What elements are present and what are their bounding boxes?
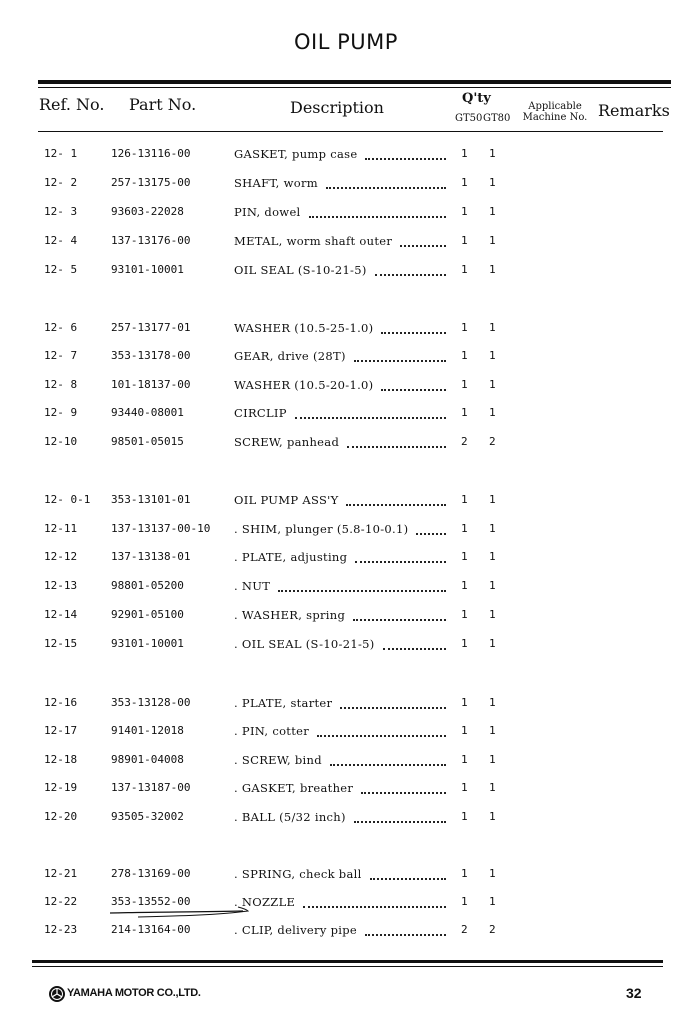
part-no-cell: 137-13187-00	[111, 781, 191, 794]
dot-leader	[353, 605, 446, 621]
description-cell: . BALL (5/32 inch)	[234, 810, 346, 824]
part-no-cell: 126-13116-00	[111, 147, 191, 160]
table-row	[0, 637, 692, 651]
dot-leader	[346, 490, 446, 506]
header-description: Description	[290, 98, 384, 117]
header-underline	[38, 131, 663, 132]
qty-gt50-cell: 1	[461, 263, 468, 276]
qty-gt80-cell: 1	[489, 895, 496, 908]
part-no-cell: 98801-05200	[111, 579, 184, 592]
part-no-cell: 278-13169-00	[111, 867, 191, 880]
dot-leader	[326, 173, 446, 189]
description-cell: . PLATE, adjusting	[234, 550, 348, 564]
ref-no-cell: 12- 8	[44, 378, 78, 391]
description-cell: GEAR, drive (28T)	[234, 349, 346, 363]
table-row	[0, 406, 692, 420]
description-cell: . WASHER, spring	[234, 608, 346, 622]
part-no-cell: 137-13176-00	[111, 234, 191, 247]
description-cell: PIN, dowel	[234, 205, 301, 219]
qty-gt80-cell: 1	[489, 493, 496, 506]
description-cell: . SCREW, bind	[234, 753, 322, 767]
description-cell: WASHER (10.5-20-1.0)	[234, 378, 374, 392]
ref-no-cell: 12-11	[44, 522, 78, 535]
dot-leader	[278, 576, 446, 592]
table-row	[0, 867, 692, 881]
dot-leader	[383, 634, 446, 650]
qty-gt50-cell: 1	[461, 234, 468, 247]
part-no-cell: 137-13137-00-10	[111, 522, 211, 535]
ref-no-cell: 12-15	[44, 637, 78, 650]
qty-gt80-cell: 2	[489, 923, 496, 936]
dot-leader	[330, 750, 446, 766]
description-cell: . CLIP, delivery pipe	[234, 923, 357, 937]
description-cell: . NUT	[234, 579, 271, 593]
header-rule-thick	[38, 80, 671, 84]
table-row	[0, 724, 692, 738]
qty-gt80-cell: 1	[489, 406, 496, 419]
table-row	[0, 176, 692, 190]
qty-gt80-cell: 1	[489, 205, 496, 218]
table-row	[0, 810, 692, 824]
description-cell: OIL SEAL (S-10-21-5)	[234, 263, 367, 277]
qty-gt80-cell: 1	[489, 176, 496, 189]
description-cell: . PLATE, starter	[234, 696, 333, 710]
description-cell: GASKET, pump case	[234, 147, 358, 161]
description-cell: CIRCLIP	[234, 406, 287, 420]
qty-gt50-cell: 1	[461, 176, 468, 189]
qty-gt50-cell: 1	[461, 867, 468, 880]
ref-no-cell: 12- 4	[44, 234, 78, 247]
header-part-no: Part No.	[129, 95, 197, 114]
qty-gt50-cell: 1	[461, 579, 468, 592]
ref-no-cell: 12- 2	[44, 176, 78, 189]
qty-gt50-cell: 2	[461, 923, 468, 936]
ref-no-cell: 12- 6	[44, 321, 78, 334]
dot-leader	[309, 202, 446, 218]
qty-gt80-cell: 1	[489, 378, 496, 391]
qty-gt80-cell: 1	[489, 637, 496, 650]
description-cell: . GASKET, breather	[234, 781, 354, 795]
part-no-cell: 93101-10001	[111, 637, 184, 650]
footer-rule-thin	[32, 966, 663, 967]
page-number: 32	[626, 985, 642, 1001]
description-cell: . OIL SEAL (S-10-21-5)	[234, 637, 375, 651]
qty-gt50-cell: 1	[461, 781, 468, 794]
ref-no-cell: 12-20	[44, 810, 78, 823]
part-no-cell: 257-13175-00	[111, 176, 191, 189]
description-cell: . PIN, cotter	[234, 724, 310, 738]
header-qty: Q'ty	[462, 91, 491, 106]
qty-gt50-cell: 1	[461, 724, 468, 737]
ref-no-cell: 12-17	[44, 724, 78, 737]
qty-gt80-cell: 1	[489, 867, 496, 880]
qty-gt80-cell: 1	[489, 522, 496, 535]
ref-no-cell: 12-16	[44, 696, 78, 709]
dot-leader	[295, 403, 446, 419]
table-row	[0, 522, 692, 536]
page-title: OIL PUMP	[294, 30, 398, 54]
header-rule-thin	[38, 87, 671, 88]
ref-no-cell: 12-14	[44, 608, 78, 621]
part-no-cell: 98901-04008	[111, 753, 184, 766]
qty-gt50-cell: 2	[461, 435, 468, 448]
qty-gt50-cell: 1	[461, 205, 468, 218]
table-row	[0, 493, 692, 507]
description-cell: METAL, worm shaft outer	[234, 234, 393, 248]
part-no-cell: 214-13164-00	[111, 923, 191, 936]
part-no-cell: 353-13552-00	[111, 895, 191, 908]
table-row	[0, 696, 692, 710]
description-cell: SCREW, panhead	[234, 435, 340, 449]
part-no-cell: 91401-12018	[111, 724, 184, 737]
dot-leader	[375, 260, 446, 276]
dot-leader	[317, 721, 446, 737]
qty-gt80-cell: 1	[489, 579, 496, 592]
description-cell: WASHER (10.5-25-1.0)	[234, 321, 374, 335]
dot-leader	[400, 231, 446, 247]
part-no-cell: 92901-05100	[111, 608, 184, 621]
dot-leader	[381, 318, 446, 334]
ref-no-cell: 12- 3	[44, 205, 78, 218]
ref-no-cell: 12-21	[44, 867, 78, 880]
ref-no-cell: 12-22	[44, 895, 78, 908]
dot-leader	[347, 432, 446, 448]
qty-gt80-cell: 1	[489, 349, 496, 362]
ref-no-cell: 12- 7	[44, 349, 78, 362]
qty-gt80-cell: 1	[489, 696, 496, 709]
qty-gt80-cell: 2	[489, 435, 496, 448]
part-no-cell: 93440-08001	[111, 406, 184, 419]
qty-gt80-cell: 1	[489, 263, 496, 276]
part-no-cell: 93603-22028	[111, 205, 184, 218]
qty-gt80-cell: 1	[489, 810, 496, 823]
part-no-cell: 353-13128-00	[111, 696, 191, 709]
dot-leader	[303, 892, 446, 908]
dot-leader	[361, 778, 446, 794]
description-cell: SHAFT, worm	[234, 176, 318, 190]
qty-gt50-cell: 1	[461, 608, 468, 621]
part-no-cell: 137-13138-01	[111, 550, 191, 563]
qty-gt50-cell: 1	[461, 378, 468, 391]
ref-no-cell: 12- 9	[44, 406, 78, 419]
description-cell: . SPRING, check ball	[234, 867, 362, 881]
ref-no-cell: 12-19	[44, 781, 78, 794]
part-no-cell: 93101-10001	[111, 263, 184, 276]
dot-leader	[340, 693, 446, 709]
part-no-cell: 353-13178-00	[111, 349, 191, 362]
ref-no-cell: 12-10	[44, 435, 78, 448]
ref-no-cell: 12-18	[44, 753, 78, 766]
table-row	[0, 923, 692, 937]
ref-no-cell: 12-23	[44, 923, 78, 936]
qty-gt50-cell: 1	[461, 349, 468, 362]
dot-leader	[370, 864, 446, 880]
qty-gt50-cell: 1	[461, 321, 468, 334]
qty-gt80-cell: 1	[489, 608, 496, 621]
qty-gt80-cell: 1	[489, 753, 496, 766]
dot-leader	[381, 375, 446, 391]
header-ref-no: Ref. No.	[39, 95, 105, 114]
qty-gt50-cell: 1	[461, 810, 468, 823]
header-remarks: Remarks	[598, 101, 670, 120]
part-no-cell: 257-13177-01	[111, 321, 191, 334]
qty-gt50-cell: 1	[461, 895, 468, 908]
header-gt80: GT80	[483, 113, 511, 124]
qty-gt80-cell: 1	[489, 781, 496, 794]
table-row	[0, 781, 692, 795]
table-row	[0, 349, 692, 363]
table-row	[0, 550, 692, 564]
dot-leader	[365, 144, 446, 160]
dot-leader	[416, 519, 446, 535]
qty-gt50-cell: 1	[461, 637, 468, 650]
ref-no-cell: 12-12	[44, 550, 78, 563]
part-no-cell: 101-18137-00	[111, 378, 191, 391]
description-cell: OIL PUMP ASS'Y	[234, 493, 339, 507]
footer-rule-thick	[32, 960, 663, 963]
ref-no-cell: 12- 1	[44, 147, 78, 160]
qty-gt50-cell: 1	[461, 522, 468, 535]
table-row	[0, 435, 692, 449]
table-row	[0, 263, 692, 277]
dot-leader	[354, 807, 446, 823]
header-applicable-line1: Applicable	[528, 101, 582, 112]
header-gt50: GT50	[455, 113, 483, 124]
yamaha-logo-icon	[48, 985, 66, 1003]
part-no-cell: 98501-05015	[111, 435, 184, 448]
dot-leader	[354, 346, 446, 362]
table-row	[0, 895, 692, 909]
qty-gt80-cell: 1	[489, 321, 496, 334]
dot-leader	[355, 547, 446, 563]
table-row	[0, 205, 692, 219]
table-row	[0, 147, 692, 161]
table-row	[0, 378, 692, 392]
part-no-cell: 353-13101-01	[111, 493, 191, 506]
company-name: YAMAHA MOTOR CO.,LTD.	[67, 987, 201, 999]
qty-gt80-cell: 1	[489, 234, 496, 247]
qty-gt50-cell: 1	[461, 696, 468, 709]
qty-gt50-cell: 1	[461, 493, 468, 506]
description-cell: . NOZZLE	[234, 895, 296, 909]
table-row	[0, 321, 692, 335]
header-applicable-line2: Machine No.	[522, 112, 588, 123]
description-cell: . SHIM, plunger (5.8-10-0.1)	[234, 522, 409, 536]
qty-gt80-cell: 1	[489, 724, 496, 737]
table-row	[0, 234, 692, 248]
qty-gt80-cell: 1	[489, 147, 496, 160]
table-row	[0, 579, 692, 593]
ref-no-cell: 12- 0-1	[44, 493, 91, 506]
qty-gt50-cell: 1	[461, 406, 468, 419]
qty-gt50-cell: 1	[461, 147, 468, 160]
qty-gt80-cell: 1	[489, 550, 496, 563]
dot-leader	[365, 920, 446, 936]
ref-no-cell: 12-13	[44, 579, 78, 592]
ref-no-cell: 12- 5	[44, 263, 78, 276]
qty-gt50-cell: 1	[461, 753, 468, 766]
qty-gt50-cell: 1	[461, 550, 468, 563]
part-no-cell: 93505-32002	[111, 810, 184, 823]
handwritten-underline-mark	[108, 904, 253, 920]
table-row	[0, 753, 692, 767]
table-row	[0, 608, 692, 622]
